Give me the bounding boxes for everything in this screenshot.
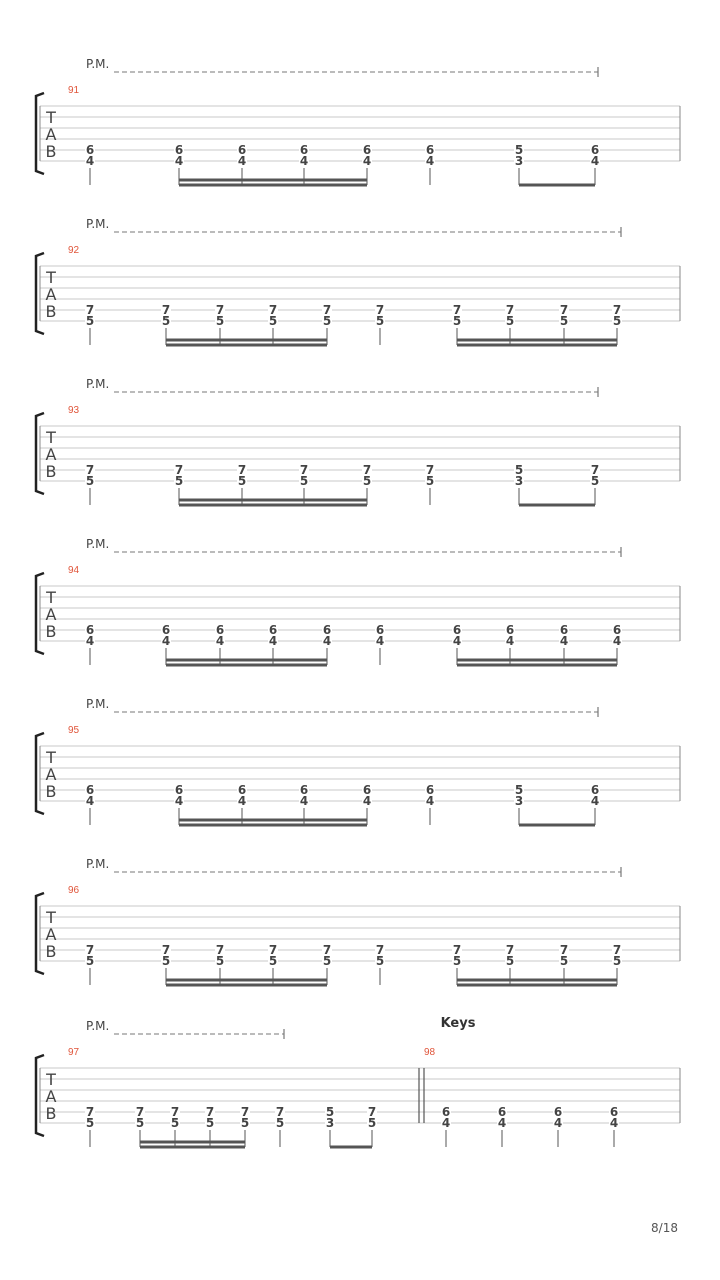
fret-number-top: 5	[514, 143, 524, 157]
fret-number-top: 5	[514, 783, 524, 797]
fret-number-bottom: 4	[441, 1116, 451, 1130]
fret-number-bottom: 5	[215, 954, 225, 968]
tab-clef-letter: B	[45, 142, 57, 161]
tab-clef-letter: A	[45, 765, 57, 784]
fret-number-top: 7	[612, 303, 622, 317]
fret-number-bottom: 4	[590, 794, 600, 808]
note-beam	[457, 979, 617, 982]
fret-number-top: 7	[135, 1105, 145, 1119]
note-beam	[179, 504, 367, 507]
tab-system	[36, 377, 680, 507]
fret-number-top: 7	[268, 303, 278, 317]
measure	[68, 725, 600, 827]
fret-number-top: 6	[553, 1105, 563, 1119]
measure	[419, 1047, 619, 1147]
note-chord	[425, 463, 435, 505]
fret-number-bottom: 5	[425, 474, 435, 488]
note-chord	[85, 783, 95, 825]
fret-number-top: 7	[375, 943, 385, 957]
tab-system	[36, 57, 680, 187]
fret-number-bottom: 4	[590, 154, 600, 168]
note-chord	[375, 303, 385, 345]
fret-number-top: 7	[205, 1105, 215, 1119]
fret-number-top: 6	[85, 783, 95, 797]
tab-clef-letter: A	[45, 1087, 57, 1106]
note-beam	[457, 664, 617, 667]
note-beam	[166, 344, 327, 347]
tab-clef-letter: A	[45, 285, 57, 304]
fret-number-top: 6	[425, 143, 435, 157]
note-chord	[85, 943, 95, 985]
fret-number-top: 7	[268, 943, 278, 957]
tab-clef-letter: T	[46, 1070, 56, 1089]
note-beam	[166, 979, 327, 982]
tab-clef-letter: T	[46, 908, 56, 927]
fret-number-top: 6	[375, 623, 385, 637]
palm-mute-label: P.M.	[86, 217, 110, 231]
tab-system	[36, 537, 680, 667]
measure	[68, 405, 600, 507]
tab-system	[36, 697, 680, 827]
fret-number-bottom: 4	[161, 634, 171, 648]
fret-number-top: 7	[505, 943, 515, 957]
fret-number-bottom: 4	[299, 794, 309, 808]
fret-number-top: 6	[237, 143, 247, 157]
fret-number-bottom: 5	[85, 314, 95, 328]
fret-number-top: 5	[514, 463, 524, 477]
note-chord	[367, 1105, 377, 1147]
fret-number-bottom: 5	[205, 1116, 215, 1130]
fret-number-top: 7	[85, 1105, 95, 1119]
note-beam	[519, 184, 595, 187]
measure	[68, 885, 622, 987]
note-chord	[85, 623, 95, 665]
tab-system	[36, 1016, 680, 1149]
fret-number-bottom: 4	[237, 154, 247, 168]
note-beam	[519, 504, 595, 507]
fret-number-bottom: 5	[452, 314, 462, 328]
fret-number-top: 6	[590, 783, 600, 797]
fret-number-top: 7	[559, 943, 569, 957]
note-beam	[179, 184, 367, 187]
fret-number-bottom: 5	[375, 314, 385, 328]
measure-number: 96	[68, 885, 80, 896]
fret-number-top: 6	[609, 1105, 619, 1119]
fret-number-bottom: 5	[174, 474, 184, 488]
note-chord	[275, 1105, 285, 1147]
note-chord	[375, 943, 385, 985]
note-beam	[179, 499, 367, 502]
fret-number-top: 7	[240, 1105, 250, 1119]
fret-number-top: 6	[559, 623, 569, 637]
fret-number-top: 7	[559, 303, 569, 317]
fret-number-bottom: 4	[85, 154, 95, 168]
fret-number-top: 6	[362, 783, 372, 797]
note-chord	[553, 1105, 563, 1147]
fret-number-top: 7	[452, 943, 462, 957]
fret-number-bottom: 5	[275, 1116, 285, 1130]
note-chord	[85, 303, 95, 345]
fret-number-bottom: 4	[174, 154, 184, 168]
note-chord	[590, 783, 600, 825]
measure-number: 92	[68, 245, 80, 256]
note-chord	[425, 143, 435, 185]
tab-clef-letter: T	[46, 108, 56, 127]
fret-number-top: 7	[215, 943, 225, 957]
tab-system	[36, 217, 680, 347]
tab-clef-letter: B	[45, 782, 57, 801]
fret-number-top: 7	[367, 1105, 377, 1119]
fret-number-bottom: 4	[452, 634, 462, 648]
fret-number-bottom: 5	[85, 1116, 95, 1130]
tab-clef-letter: A	[45, 925, 57, 944]
fret-number-bottom: 5	[367, 1116, 377, 1130]
tab-clef-letter: A	[45, 605, 57, 624]
fret-number-bottom: 5	[240, 1116, 250, 1130]
fret-number-top: 7	[299, 463, 309, 477]
fret-number-bottom: 4	[85, 634, 95, 648]
fret-number-bottom: 5	[170, 1116, 180, 1130]
fret-number-top: 6	[299, 143, 309, 157]
note-beam	[457, 344, 617, 347]
fret-number-top: 7	[85, 463, 95, 477]
note-beam	[179, 179, 367, 182]
palm-mute-label: P.M.	[86, 697, 110, 711]
fret-number-bottom: 5	[161, 314, 171, 328]
note-chord	[514, 143, 524, 185]
note-beam	[140, 1141, 245, 1144]
fret-number-top: 6	[425, 783, 435, 797]
tab-clef-letter: T	[46, 428, 56, 447]
note-chord	[85, 1105, 95, 1147]
fret-number-top: 6	[161, 623, 171, 637]
fret-number-bottom: 4	[362, 154, 372, 168]
fret-number-bottom: 5	[268, 954, 278, 968]
palm-mute-label: P.M.	[86, 377, 110, 391]
measure-number: 97	[68, 1047, 80, 1058]
note-chord	[85, 143, 95, 185]
fret-number-bottom: 3	[514, 474, 524, 488]
fret-number-top: 7	[505, 303, 515, 317]
fret-number-bottom: 4	[425, 154, 435, 168]
note-beam	[179, 824, 367, 827]
note-beam	[166, 659, 327, 662]
tab-clef-letter: A	[45, 445, 57, 464]
measure-number: 95	[68, 725, 80, 736]
fret-number-bottom: 4	[85, 794, 95, 808]
tab-clef-letter: T	[46, 748, 56, 767]
note-chord	[514, 783, 524, 825]
fret-number-bottom: 5	[135, 1116, 145, 1130]
note-chord	[514, 463, 524, 505]
fret-number-top: 6	[85, 143, 95, 157]
note-chord	[590, 143, 600, 185]
fret-number-bottom: 5	[612, 314, 622, 328]
tab-clef-letter: B	[45, 302, 57, 321]
fret-number-bottom: 4	[322, 634, 332, 648]
fret-number-bottom: 4	[505, 634, 515, 648]
fret-number-top: 6	[362, 143, 372, 157]
fret-number-bottom: 4	[553, 1116, 563, 1130]
section-label: Keys	[440, 1016, 476, 1031]
fret-number-bottom: 5	[612, 954, 622, 968]
fret-number-top: 6	[215, 623, 225, 637]
fret-number-bottom: 5	[452, 954, 462, 968]
fret-number-top: 6	[85, 623, 95, 637]
palm-mute-label: P.M.	[86, 537, 110, 551]
fret-number-bottom: 5	[559, 314, 569, 328]
fret-number-top: 7	[322, 303, 332, 317]
note-beam	[166, 339, 327, 342]
fret-number-bottom: 5	[559, 954, 569, 968]
note-chord	[609, 1105, 619, 1147]
fret-number-bottom: 5	[85, 474, 95, 488]
fret-number-top: 6	[441, 1105, 451, 1119]
fret-number-bottom: 4	[612, 634, 622, 648]
fret-number-top: 6	[237, 783, 247, 797]
page-number: 8/18	[651, 1221, 678, 1235]
fret-number-bottom: 4	[215, 634, 225, 648]
measure-number: 98	[424, 1047, 436, 1058]
fret-number-bottom: 4	[362, 794, 372, 808]
palm-mute-label: P.M.	[86, 1019, 110, 1033]
fret-number-bottom: 5	[505, 314, 515, 328]
fret-number-top: 7	[452, 303, 462, 317]
fret-number-top: 6	[268, 623, 278, 637]
fret-number-bottom: 5	[322, 954, 332, 968]
fret-number-bottom: 4	[299, 154, 309, 168]
fret-number-bottom: 5	[237, 474, 247, 488]
fret-number-bottom: 5	[590, 474, 600, 488]
fret-number-bottom: 5	[322, 314, 332, 328]
fret-number-top: 6	[452, 623, 462, 637]
note-chord	[325, 1105, 335, 1147]
fret-number-top: 7	[85, 943, 95, 957]
measure-number: 94	[68, 565, 80, 576]
fret-number-top: 7	[590, 463, 600, 477]
note-beam	[330, 1146, 372, 1149]
fret-number-bottom: 5	[505, 954, 515, 968]
fret-number-bottom: 4	[497, 1116, 507, 1130]
fret-number-top: 7	[237, 463, 247, 477]
tab-clef-letter: B	[45, 462, 57, 481]
fret-number-bottom: 4	[174, 794, 184, 808]
fret-number-bottom: 3	[514, 154, 524, 168]
fret-number-top: 7	[174, 463, 184, 477]
measure	[68, 245, 622, 347]
fret-number-bottom: 4	[609, 1116, 619, 1130]
fret-number-bottom: 5	[215, 314, 225, 328]
fret-number-top: 7	[170, 1105, 180, 1119]
fret-number-bottom: 4	[425, 794, 435, 808]
tab-clef-letter: T	[46, 588, 56, 607]
fret-number-bottom: 4	[237, 794, 247, 808]
fret-number-top: 5	[325, 1105, 335, 1119]
fret-number-top: 6	[612, 623, 622, 637]
fret-number-top: 7	[215, 303, 225, 317]
fret-number-top: 6	[497, 1105, 507, 1119]
fret-number-bottom: 5	[85, 954, 95, 968]
note-chord	[497, 1105, 507, 1147]
note-beam	[166, 664, 327, 667]
fret-number-top: 6	[590, 143, 600, 157]
fret-number-top: 7	[375, 303, 385, 317]
note-beam	[140, 1146, 245, 1149]
tab-clef-letter: T	[46, 268, 56, 287]
fret-number-top: 6	[299, 783, 309, 797]
tab-clef-letter: B	[45, 942, 57, 961]
note-beam	[457, 339, 617, 342]
note-chord	[375, 623, 385, 665]
palm-mute-label: P.M.	[86, 57, 110, 71]
fret-number-top: 7	[275, 1105, 285, 1119]
fret-number-top: 7	[161, 303, 171, 317]
fret-number-bottom: 5	[299, 474, 309, 488]
note-beam	[457, 659, 617, 662]
fret-number-bottom: 4	[268, 634, 278, 648]
note-beam	[166, 984, 327, 987]
fret-number-top: 7	[322, 943, 332, 957]
note-chord	[425, 783, 435, 825]
fret-number-bottom: 4	[559, 634, 569, 648]
measure	[68, 85, 600, 187]
fret-number-top: 7	[85, 303, 95, 317]
fret-number-bottom: 4	[375, 634, 385, 648]
tab-system	[36, 857, 680, 987]
note-beam	[457, 984, 617, 987]
fret-number-bottom: 5	[375, 954, 385, 968]
note-beam	[519, 824, 595, 827]
tab-clef-letter: B	[45, 622, 57, 641]
fret-number-top: 6	[505, 623, 515, 637]
tab-clef-letter: B	[45, 1104, 57, 1123]
tab-clef-letter: A	[45, 125, 57, 144]
fret-number-top: 7	[161, 943, 171, 957]
note-chord	[590, 463, 600, 505]
fret-number-top: 7	[425, 463, 435, 477]
note-chord	[85, 463, 95, 505]
fret-number-bottom: 5	[268, 314, 278, 328]
measure-number: 91	[68, 85, 80, 96]
measure	[68, 565, 622, 667]
palm-mute-label: P.M.	[86, 857, 110, 871]
measure-number: 93	[68, 405, 80, 416]
fret-number-bottom: 5	[161, 954, 171, 968]
fret-number-top: 7	[612, 943, 622, 957]
measure	[68, 1047, 377, 1149]
fret-number-bottom: 3	[325, 1116, 335, 1130]
note-chord	[441, 1105, 451, 1147]
fret-number-bottom: 3	[514, 794, 524, 808]
fret-number-top: 6	[174, 143, 184, 157]
note-beam	[179, 819, 367, 822]
fret-number-top: 7	[362, 463, 372, 477]
fret-number-top: 6	[322, 623, 332, 637]
fret-number-top: 6	[174, 783, 184, 797]
fret-number-bottom: 5	[362, 474, 372, 488]
